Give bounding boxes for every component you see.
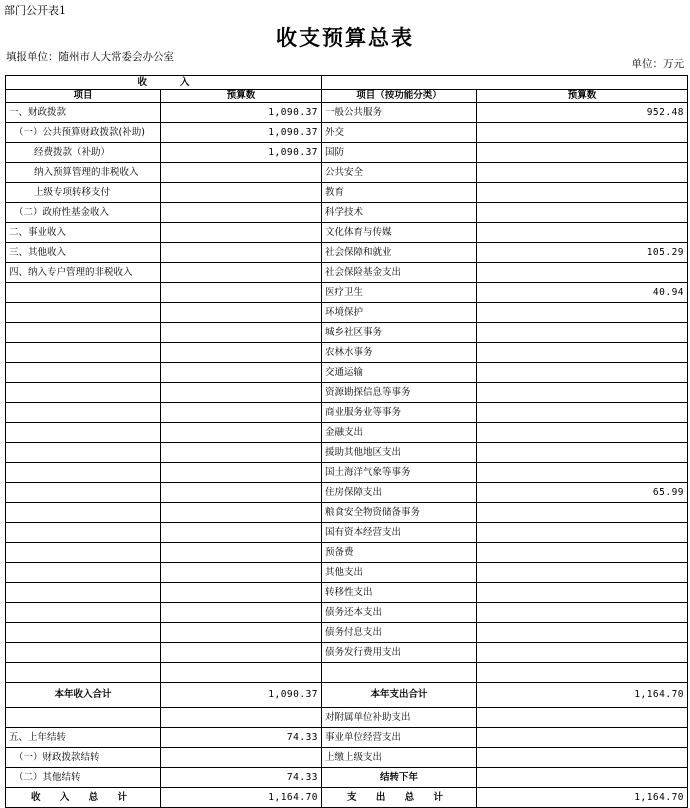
year-total-row [6,683,688,708]
row-expense-value [477,383,688,403]
row-expense-value [477,303,688,323]
row-income-item: 五、上年结转 [6,728,161,748]
table-row [6,543,688,563]
row-income-value: 1,090.37 [161,143,322,163]
table-row [6,768,688,788]
row-expense-item: 对附属单位补助支出 [322,708,477,728]
row-expense-value [477,768,688,788]
row-income-item: 二、事业收入 [6,223,161,243]
row-income-value [161,283,322,303]
table-row [6,748,688,768]
row-expense-value [477,343,688,363]
row-expense-item: 事业单位经营支出 [322,728,477,748]
row-income-item: 纳入预算管理的非税收入 [6,163,161,183]
col-item-header: 项目 [6,90,161,103]
table-row [6,643,688,663]
row-income-item [6,403,161,423]
row-income-value [161,623,322,643]
row-income-item [6,383,161,403]
row-income-value [161,243,322,263]
row-income-value: 74.33 [161,768,322,788]
row-expense-item: 城乡社区事务 [322,323,477,343]
row-income-item [6,603,161,623]
row-expense-value [477,503,688,523]
row-expense-item: 农林水事务 [322,343,477,363]
row-income-value [161,603,322,623]
row-expense-item: 转移性支出 [322,583,477,603]
document-label: 部门公开表1 [4,4,66,17]
row-income-item [6,583,161,603]
group-header-row [6,76,688,90]
row-income-value [161,503,322,523]
row-income-value [161,663,322,683]
row-income-item [6,523,161,543]
row-income-value [161,403,322,423]
row-expense-value: 65.99 [477,483,688,503]
row-expense-item: 债务发行费用支出 [322,643,477,663]
row-expense-value [477,263,688,283]
row-expense-value [477,663,688,683]
budget-table [5,75,688,808]
year-expense-total-value: 1,164.70 [477,683,688,708]
row-expense-value: 105.29 [477,243,688,263]
row-income-value [161,443,322,463]
row-expense-item: 债务付息支出 [322,623,477,643]
row-expense-item: 援助其他地区支出 [322,443,477,463]
row-expense-item: 商业服务业等事务 [322,403,477,423]
row-income-item [6,563,161,583]
row-income-item [6,623,161,643]
row-expense-item: 国土海洋气象等事务 [322,463,477,483]
row-income-value [161,708,322,728]
table-row [6,243,688,263]
row-income-value [161,363,322,383]
table-row [6,163,688,183]
row-expense-item: 外交 [322,123,477,143]
table-row [6,523,688,543]
row-expense-item: 金融支出 [322,423,477,443]
table-row [6,283,688,303]
row-income-value [161,463,322,483]
expense-grand-total-label: 支 出 总 计 [322,788,477,808]
table-row [6,443,688,463]
table-row [6,223,688,243]
row-income-value: 74.33 [161,728,322,748]
year-income-total-label: 本年收入合计 [6,683,161,708]
row-income-item: 上级专项转移支付 [6,183,161,203]
row-expense-value: 40.94 [477,283,688,303]
row-expense-item: 其他支出 [322,563,477,583]
row-income-item [6,283,161,303]
grand-total-row [6,788,688,808]
row-income-item [6,423,161,443]
row-expense-value [477,223,688,243]
col-budget-header: 预算数 [161,90,322,103]
row-income-item [6,323,161,343]
row-income-value [161,563,322,583]
row-income-item: （二）其他结转 [6,768,161,788]
row-expense-item: 环境保护 [322,303,477,323]
table-row [6,143,688,163]
row-income-value [161,223,322,243]
row-expense-item: 粮食安全物资储备事务 [322,503,477,523]
row-income-item: （一）财政拨款结转 [6,748,161,768]
row-expense-value [477,163,688,183]
row-expense-item: 住房保障支出 [322,483,477,503]
row-expense-item: 上缴上级支出 [322,748,477,768]
expense-grand-total-value: 1,164.70 [477,788,688,808]
row-expense-item: 教育 [322,183,477,203]
row-income-value [161,543,322,563]
row-income-item: 四、纳入专户管理的非税收入 [6,263,161,283]
column-header-row [6,90,688,103]
row-expense-value [477,403,688,423]
row-income-item [6,303,161,323]
table-row [6,503,688,523]
row-income-item [6,503,161,523]
col-func-item-header: 项目（按功能分类） [322,90,477,103]
row-income-value [161,583,322,603]
table-row [6,123,688,143]
row-expense-value [477,203,688,223]
row-expense-item: 社会保险基金支出 [322,263,477,283]
row-income-value [161,643,322,663]
row-expense-item: 一般公共服务 [322,103,477,123]
row-income-item [6,363,161,383]
row-expense-value [477,423,688,443]
row-income-item [6,483,161,503]
row-expense-item: 医疗卫生 [322,283,477,303]
row-expense-item: 国有资本经营支出 [322,523,477,543]
row-expense-value [477,583,688,603]
row-income-item: 一、财政拨款 [6,103,161,123]
row-expense-item: 科学技术 [322,203,477,223]
table-row [6,483,688,503]
row-expense-value [477,323,688,343]
table-row [6,363,688,383]
row-income-value [161,383,322,403]
row-income-value [161,303,322,323]
table-row [6,303,688,323]
row-income-item [6,443,161,463]
row-income-value [161,183,322,203]
row-income-value [161,203,322,223]
row-expense-value [477,543,688,563]
table-row [6,423,688,443]
row-income-item [6,343,161,363]
row-expense-value [477,363,688,383]
col-func-budget-header: 预算数 [477,90,688,103]
row-income-value [161,323,322,343]
table-row [6,103,688,123]
row-expense-item: 交通运输 [322,363,477,383]
row-income-value [161,163,322,183]
row-income-item: （一）公共预算财政拨款(补助) [6,123,161,143]
unit-label: 单位：万元 [631,58,684,70]
table-row [6,183,688,203]
row-expense-item: 公共安全 [322,163,477,183]
table-row [6,708,688,728]
table-row [6,323,688,343]
table-row [6,603,688,623]
table-row [6,623,688,643]
row-expense-item: 债务还本支出 [322,603,477,623]
row-income-item [6,663,161,683]
year-expense-total-label: 本年支出合计 [322,683,477,708]
row-expense-item: 国防 [322,143,477,163]
row-expense-value [477,143,688,163]
row-income-value [161,483,322,503]
row-expense-value [477,563,688,583]
row-income-value [161,343,322,363]
row-income-item: 经费拨款（补助） [6,143,161,163]
income-group-header: 收 入 [6,76,322,90]
row-expense-value [477,748,688,768]
row-expense-value [477,728,688,748]
row-income-value [161,748,322,768]
row-income-item: （二）政府性基金收入 [6,203,161,223]
row-income-value [161,263,322,283]
row-expense-item: 结转下年 [322,768,477,788]
table-row [6,463,688,483]
row-expense-item: 社会保障和就业 [322,243,477,263]
row-expense-item: 资源勘探信息等事务 [322,383,477,403]
row-expense-item [322,663,477,683]
page-title: 收支预算总表 [276,25,414,50]
row-income-item [6,463,161,483]
table-row [6,403,688,423]
row-income-value [161,423,322,443]
table-row [6,563,688,583]
table-row [6,663,688,683]
row-expense-value [477,708,688,728]
row-income-value: 1,090.37 [161,103,322,123]
year-income-total-value: 1,090.37 [161,683,322,708]
row-expense-value [477,523,688,543]
row-income-value: 1,090.37 [161,123,322,143]
table-row [6,383,688,403]
budget-table-body [6,76,688,808]
row-expense-value [477,623,688,643]
row-expense-value [477,123,688,143]
row-expense-value [477,603,688,623]
row-income-item [6,708,161,728]
row-expense-value [477,183,688,203]
row-income-item: 三、其他收入 [6,243,161,263]
table-row [6,583,688,603]
row-income-value [161,523,322,543]
table-row [6,263,688,283]
row-expense-value: 952.48 [477,103,688,123]
table-row [6,728,688,748]
table-row [6,203,688,223]
row-expense-value [477,463,688,483]
income-grand-total-label: 收 入 总 计 [6,788,161,808]
row-expense-value [477,643,688,663]
row-income-item [6,543,161,563]
filling-unit: 填报单位：随州市人大常委会办公室 [6,51,174,63]
expense-group-header [322,76,688,90]
row-income-item [6,643,161,663]
table-row [6,343,688,363]
row-expense-item: 文化体育与传媒 [322,223,477,243]
row-expense-item: 预备费 [322,543,477,563]
row-expense-value [477,443,688,463]
income-grand-total-value: 1,164.70 [161,788,322,808]
